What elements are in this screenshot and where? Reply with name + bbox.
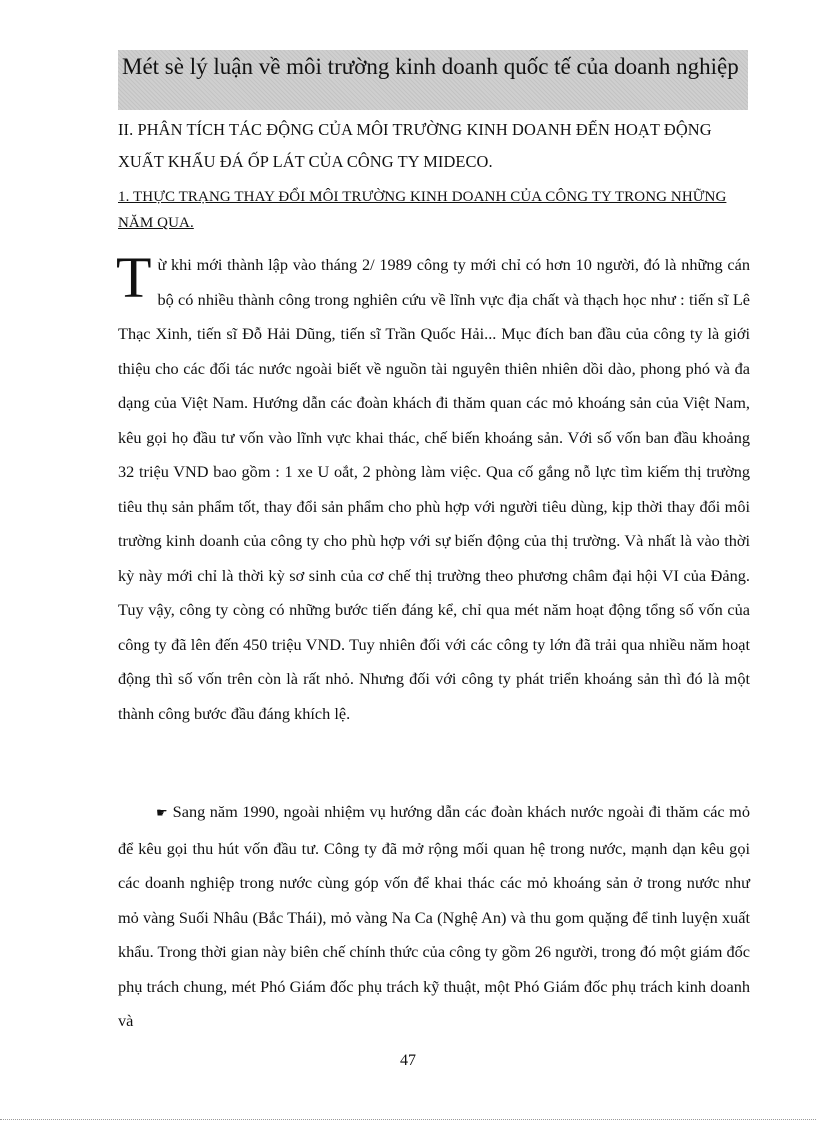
paragraph-2	[118, 795, 750, 1039]
header-banner	[118, 50, 748, 110]
page-number: 47	[400, 1052, 416, 1069]
header-banner-text: Mét sè lý luận về môi trường kinh doanh quốc tế của doanh nghiệp	[122, 54, 739, 79]
paragraph-2-text: Sang năm 1990, ngoài nhiệm vụ hướng dẫn các đoàn khách nước ngoài đi thăm các mỏ để kêu gọi thu hút vốn đầu tư. Công ty đã mở rộng mối quan hệ trong nước, mạnh dạn kêu gọi các doanh nghiệp trong nước cùng góp vốn để khai thác các mỏ khoáng sản ở trong nước như mỏ vàng Suối Nhâu (Bắc Thái), mỏ vàng Na Ca (Nghệ An) và thu gom quặng để tinh luyện xuất khẩu. Trong thời gian này biên chế chính thức của công ty gồm 26 người, trong đó một giám đốc phụ trách chung, mét Phó Giám đốc phụ trách kỹ thuật, một Phó Giám đốc phụ trách kinh doanh và	[118, 802, 750, 1030]
paragraph-1-text: ừ khi mới thành lập vào tháng 2/ 1989 công ty mới chỉ có hơn 10 người, đó là những cán bộ có nhiều thành công trong nghiên cứu về lĩnh vực địa chất và thạch học như : tiến sĩ Lê Thạc Xinh, tiến sĩ Đỗ Hải Dũng, tiến sĩ Trần Quốc Hải... Mục đích ban đầu của công ty là giới thiệu cho các đối tác nước ngoài biết về nguồn tài nguyên thiên nhiên dồi dào, phong phó và đa dạng của Việt Nam. Hướng dẫn các đoàn khách đi thăm quan các mỏ khoáng sản của Việt Nam, kêu gọi họ đầu tư vốn vào lĩnh vực khai thác, chế biến khoáng sản. Với số vốn ban đầu khoảng 32 triệu VND bao gồm : 1 xe U oắt, 2 phòng làm việc. Qua cố gắng nỗ lực tìm kiếm thị trường tiêu thụ sản phẩm tốt, thay đổi sản phẩm cho phù hợp với người tiêu dùng, kịp thời thay đổi môi trường kinh doanh của công ty cho phù hợp với sự biến động của thị trường. Và nhất là vào thời kỳ này mới chỉ là thời kỳ sơ sinh của cơ chế thị trường theo phương châm đại hội VI của Đảng. Tuy vậy, công ty còng có những bước tiến đáng kể, chỉ qua mét năm hoạt động tổng số vốn của công ty đã lên đến 450 triệu VND. Tuy nhiên đối với các công ty lớn đã trải qua nhiều năm hoạt động thì số vốn trên còn là rất nhỏ. Nhưng đối với công ty phát triển khoáng sản thì đó là một thành công bước đầu đáng khích lệ.	[118, 255, 750, 723]
drop-cap: T	[116, 245, 152, 310]
page-bottom-divider	[0, 1119, 816, 1120]
section-heading: II. PHÂN TÍCH TÁC ĐỘNG CỦA MÔI TRƯỜNG KINH DOANH ĐẾN HOẠT ĐỘNG XUẤT KHẨU ĐÁ ỐP LÁT CỦA CÔNG TY MIDECO.	[118, 120, 712, 171]
pointing-hand-icon: ☛	[156, 806, 168, 821]
paragraph-1	[116, 245, 750, 731]
sub-heading: 1. THỰC TRẠNG THAY ĐỔI MÔI TRƯỜNG KINH DOANH CỦA CÔNG TY TRONG NHỮNG NĂM QUA.	[118, 189, 727, 231]
